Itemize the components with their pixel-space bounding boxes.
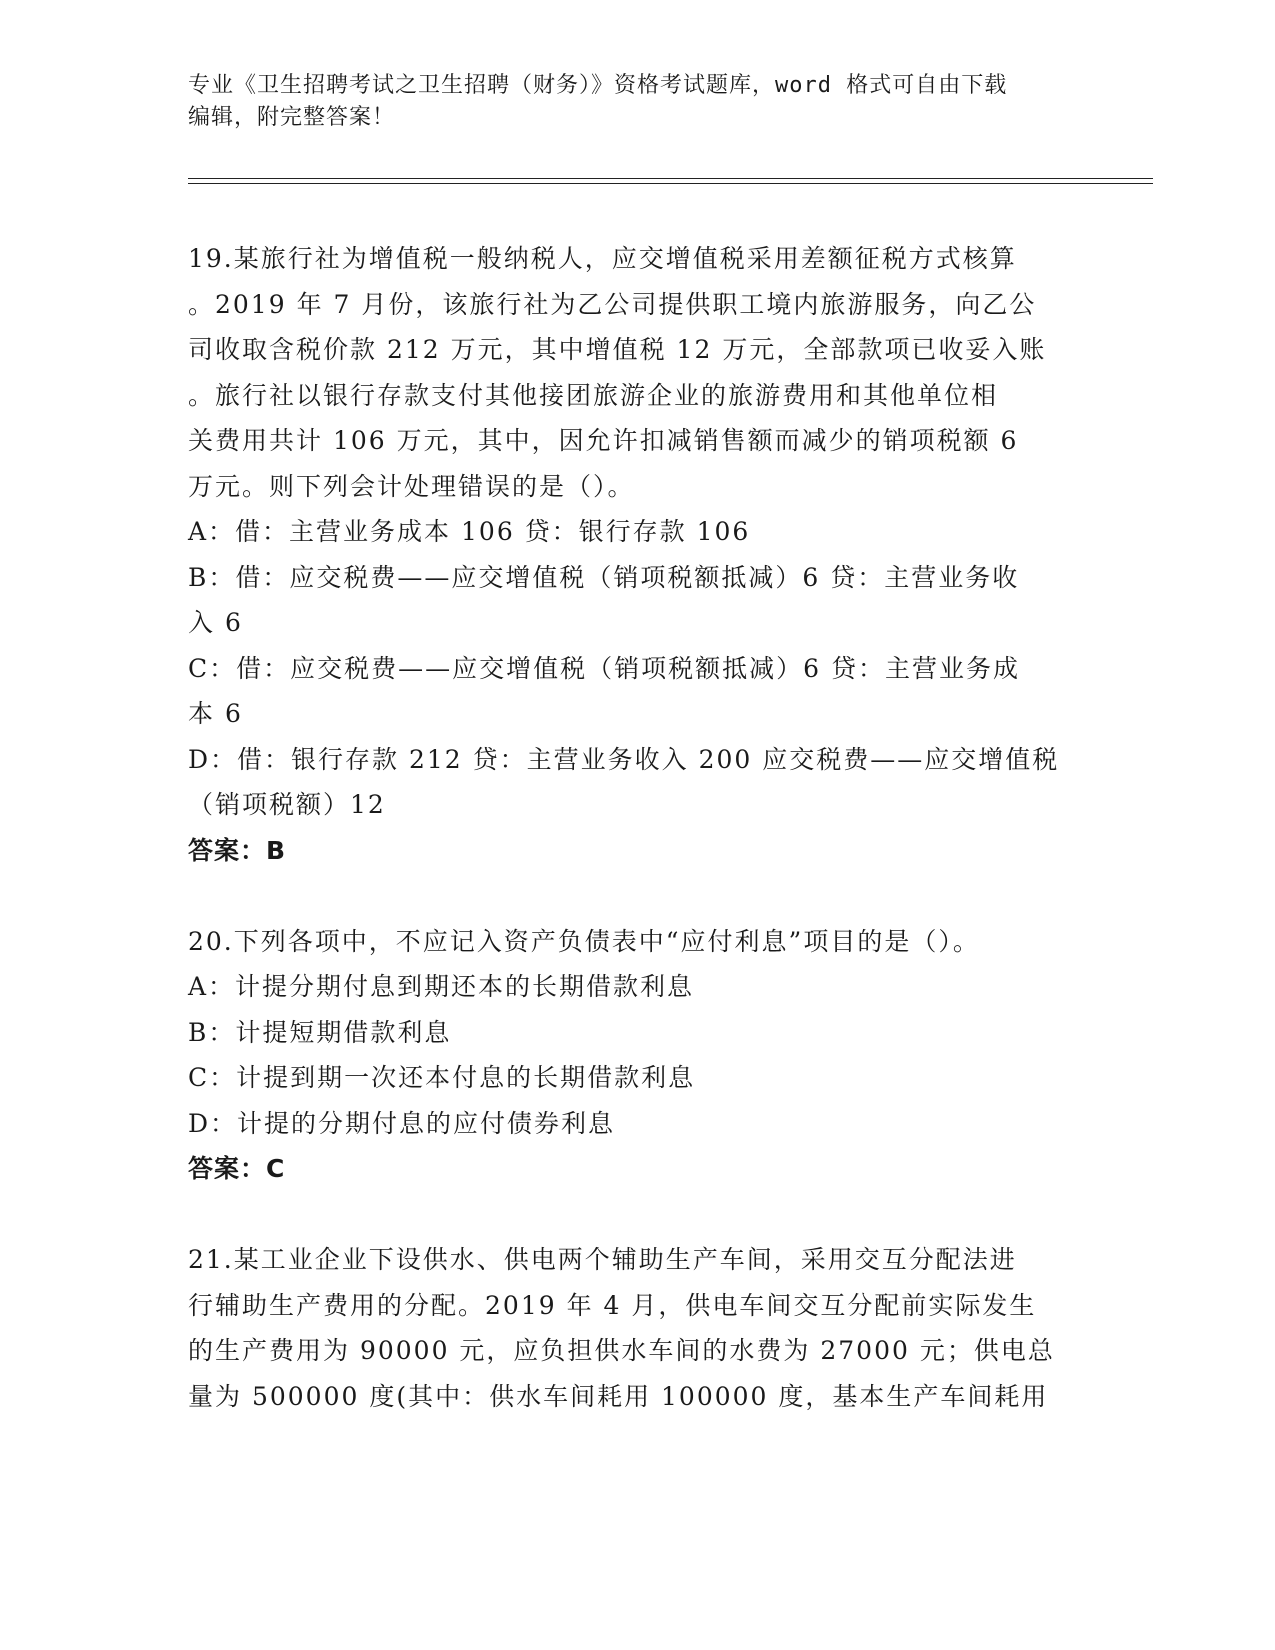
answer-label: 答案：C: [188, 1154, 286, 1183]
question-stem-line: 万元。则下列会计处理错误的是（）。: [188, 471, 635, 501]
question-stem-line: 量为 500000 度(其中：供水车间耗用 100000 度，基本生产车间耗用: [188, 1381, 1049, 1411]
question-stem-line: 20.下列各项中，不应记入资产负债表中“应付利息”项目的是（）。: [188, 926, 980, 956]
question-stem-line: 的生产费用为 90000 元，应负担供水车间的水费为 27000 元；供电总: [188, 1336, 1055, 1365]
option-c-continued: 本 6: [188, 699, 243, 728]
option-d: D：借：银行存款 212 贷：主营业务收入 200 应交税费——应交增值税: [188, 744, 1060, 774]
question-stem-line: 关费用共计 106 万元，其中，因允许扣减销售额而减少的销项税额 6: [188, 426, 1019, 455]
question-stem-line: 21.某工业企业下设供水、供电两个辅助生产车间，采用交互分配法进: [188, 1245, 1017, 1274]
header-divider-top: [188, 178, 1153, 179]
question-19: [188, 236, 1088, 873]
option-a: A：借：主营业务成本 106 贷：银行存款 106: [188, 517, 751, 546]
header-line-1: 专业《卫生招聘考试之卫生招聘（财务）》资格考试题库，word 格式可自由下载: [188, 73, 1008, 98]
header-line-2: 编辑，附完整答案！: [188, 105, 396, 130]
option-b: B：计提短期借款利息: [188, 1017, 452, 1047]
option-d-continued: （销项税额）12: [188, 790, 386, 819]
question-stem-line: 。旅行社以银行存款支付其他接团旅游企业的旅游费用和其他单位相: [188, 380, 999, 410]
option-c: C：计提到期一次还本付息的长期借款利息: [188, 1063, 696, 1092]
question-stem-line: 司收取含税价款 212 万元，其中增值税 12 万元，全部款项已收妥入账: [188, 335, 1047, 364]
document-header: [188, 70, 1088, 134]
question-spacer: [188, 1192, 1088, 1238]
question-21: [188, 1237, 1088, 1419]
option-b: B：借：应交税费——应交增值税（销项税额抵减）6 贷：主营业务收: [188, 562, 1020, 592]
question-20: [188, 919, 1088, 1192]
header-divider-bottom: [188, 183, 1153, 184]
option-b-continued: 入 6: [188, 608, 243, 637]
answer-label: 答案：B: [188, 835, 287, 865]
option-c: C：借：应交税费——应交增值税（销项税额抵减）6 贷：主营业务成: [188, 653, 1020, 683]
question-stem-line: 。2019 年 7 月份，该旅行社为乙公司提供职工境内旅游服务，向乙公: [188, 289, 1037, 319]
question-spacer: [188, 873, 1088, 919]
question-list: [188, 236, 1088, 1419]
option-d: D：计提的分期付息的应付债券利息: [188, 1108, 616, 1138]
option-a: A：计提分期付息到期还本的长期借款利息: [188, 972, 695, 1001]
question-stem-line: 行辅助生产费用的分配。2019 年 4 月，供电车间交互分配前实际发生: [188, 1290, 1037, 1320]
question-stem-line: 19.某旅行社为增值税一般纳税人，应交增值税采用差额征税方式核算: [188, 244, 1017, 273]
